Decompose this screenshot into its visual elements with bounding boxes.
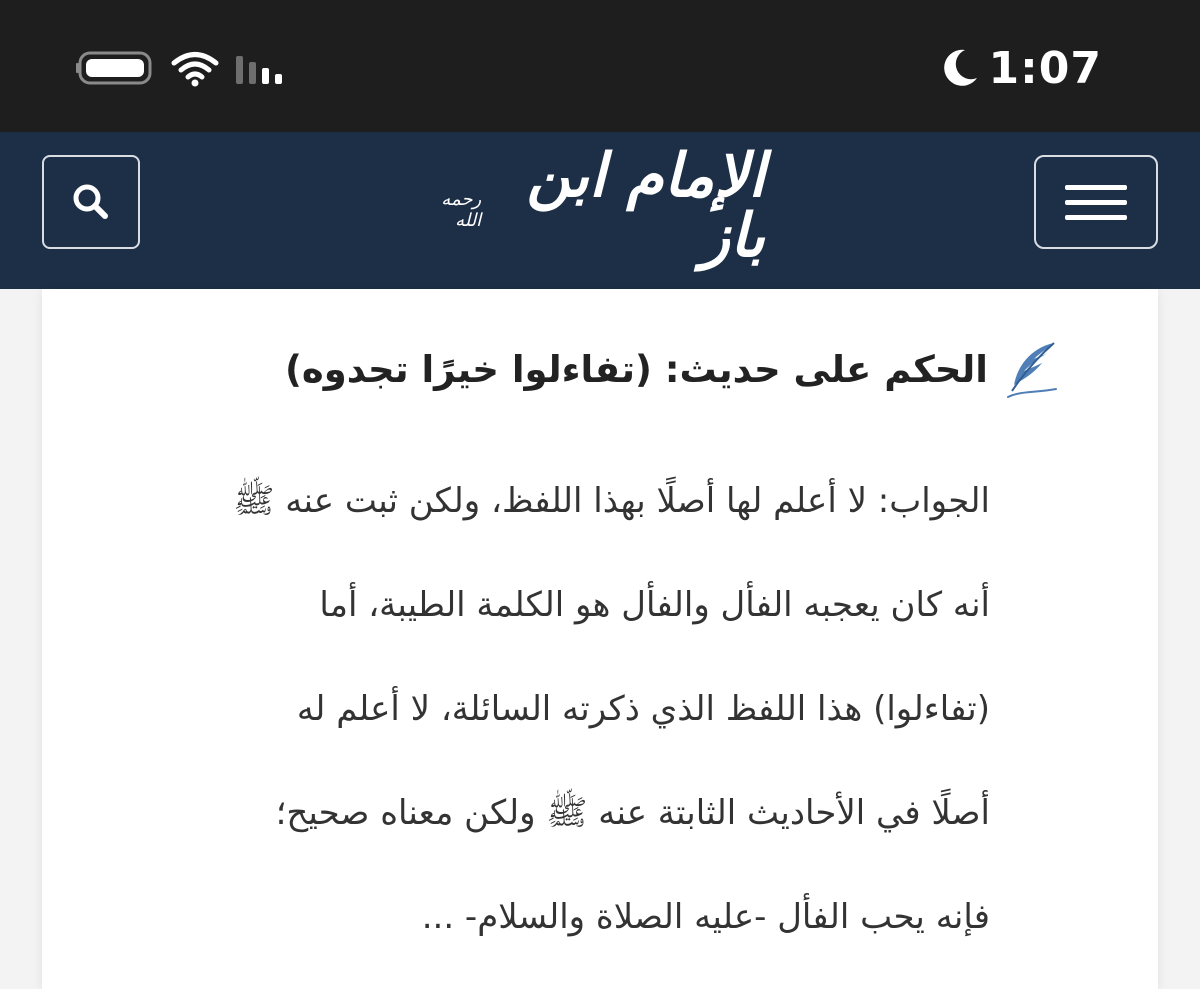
site-header: [0, 132, 1200, 289]
article-title-row: [160, 339, 1060, 401]
hamburger-menu-button[interactable]: [1034, 155, 1158, 249]
article-title: الحكم على حديث: (تفاءلوا خيرًا تجدوه): [284, 348, 988, 391]
article-body-line: (تفاءلوا) هذا اللفظ الذي ذكرته السائلة، لا أعلم له: [296, 689, 990, 729]
article-body-line: الجواب: لا أعلم لها أصلًا بهذا اللفظ، ولكن ثبت عنه ﷺ: [233, 481, 990, 521]
clock: 1:07: [988, 42, 1102, 94]
cellular-signal-icon: [234, 48, 290, 88]
article-body-line: فإنه يحب الفأل -عليه الصلاة والسلام- ...: [421, 897, 990, 937]
battery-icon: [76, 48, 156, 88]
article-card: [42, 289, 1158, 989]
status-bar-indicators: [76, 46, 290, 90]
logo-wordmark: [420, 141, 765, 271]
logo-honorific: رحمه الله: [441, 189, 482, 231]
status-bar: [0, 0, 1200, 132]
moon-icon: [939, 46, 979, 90]
article-body-line: أصلًا في الأحاديث الثابتة عنه ﷺ ولكن معناه صحيح؛: [275, 793, 990, 833]
menu-bar: [1065, 215, 1127, 220]
site-logo[interactable]: [420, 141, 765, 271]
article-body-line: أنه كان يعجبه الفأل والفأل هو الكلمة الطيبة، أما: [319, 585, 990, 625]
wifi-icon: [170, 48, 220, 88]
search-button[interactable]: [42, 155, 140, 249]
logo-title: الإمام ابن باز: [526, 141, 765, 271]
article-body: [120, 449, 990, 969]
search-icon: [71, 182, 111, 222]
menu-bar: [1065, 200, 1127, 205]
status-bar-time-area: [939, 40, 1102, 96]
menu-bar: [1065, 185, 1127, 190]
quill-icon: [1004, 339, 1060, 401]
